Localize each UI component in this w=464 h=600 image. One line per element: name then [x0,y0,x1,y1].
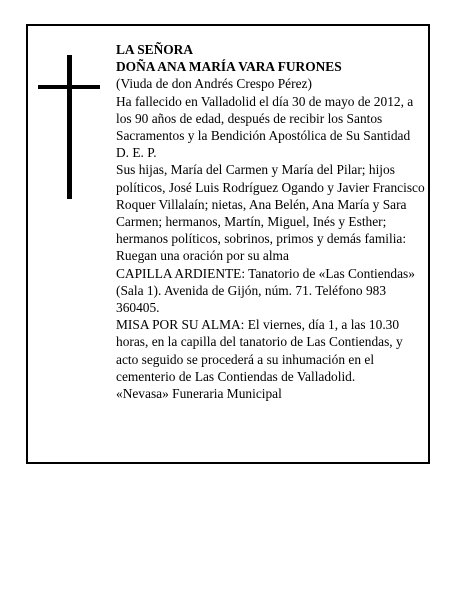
family-list: Sus hijas, María del Carmen y María del Pilar; hijos políticos, José Luis Rodríguez Ogando y Javier Francisco Roquer Villalaín; nietas, Ana Belén, Ana María y Sara Carmen; hermanos, Martín, Miguel, Inés y Esther; hermanos políticos, sobrinos, primos y demás familia: [116,162,425,247]
cross-horizontal-bar [38,85,100,89]
mass-info: MISA POR SU ALMA: El viernes, día 1, a las 10.30 horas, en la capilla del tanatorio de Las Contiendas, y acto seguido se procederá a su inhumación en el cementerio de Las Contiendas de Valladolid. [116,317,403,384]
widow-subtitle: (Viuda de don Andrés Crespo Pérez) [116,76,312,92]
funeral-home: «Nevasa» Funeraria Municipal [116,386,282,402]
rip-line: D. E. P. [116,145,157,161]
heading-line: LA SEÑORA [116,42,194,57]
chapel-info: CAPILLA ARDIENTE: Tanatorio de «Las Contiendas» (Sala 1). Avenida de Gijón, núm. 71. Teléfono 983 360405. [116,265,415,316]
obituary-notice [26,24,430,464]
obituary-text [116,41,426,402]
cross-vertical-bar [67,55,72,199]
death-notice: Ha fallecido en Valladolid el día 30 de mayo de 2012, a los 90 años de edad, después de recibir los Santos Sacramentos y la Bendición Apostólica de Su Santidad [116,93,414,144]
prayer-request: Ruegan una oración por su alma [116,248,289,264]
deceased-name: DOÑA ANA MARÍA VARA FURONES [116,59,342,75]
cross-icon [38,55,100,199]
